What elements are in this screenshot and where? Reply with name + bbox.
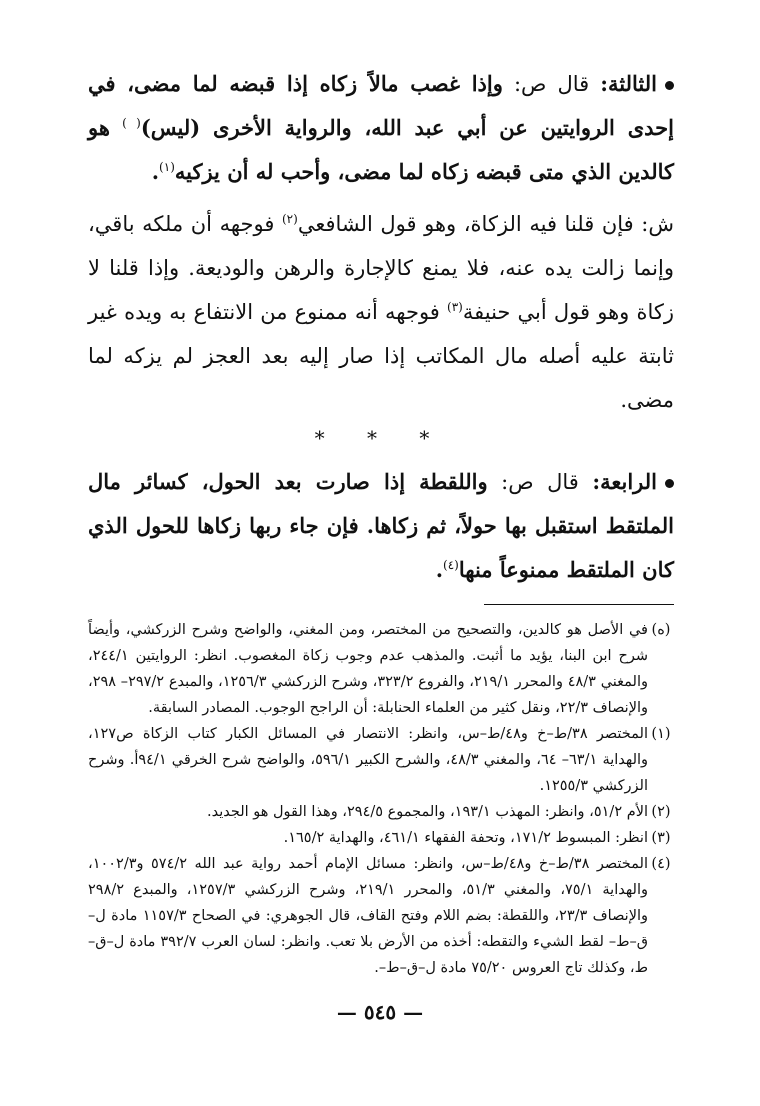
footnote-ref: (١) bbox=[159, 160, 175, 174]
footnote-item bbox=[88, 799, 674, 825]
footnote-number: (١) bbox=[651, 726, 671, 742]
footnote-text: في الأصل هو كالدين، والتصحيح من المختصر، ومن المغني، والواضح وشرح الزركشي، وأيضاً شرح ابن البنا، يؤيد ما أثبت. والمذهب عدم وجوب زكاة المغصوب. انظر: الروايتين ٢٤٤/١، والمغني ٤٨/٣ والمحرر ٢١٩/١، والفروع ٣٢٣/٢، وشرح الزركشي ١٢٥٦/٣، والمبدع ٢٩٧/٢– ٢٩٨، والإنصاف ٢٢/٣، ونقل كثير من العلماء الحنابلة: أن الراجح الوجوب. المصادر السابقة. bbox=[88, 622, 648, 716]
section-separator: * * * bbox=[314, 426, 448, 450]
footnote-text: انظر: المبسوط ١٧١/٢، وتحفة الفقهاء ٤٦١/١، والهداية ١٦٥/٢. bbox=[283, 830, 648, 846]
footnote-text: المختصر ٣٨/ط–خ و٤٨/ط–س، وانظر: الانتصار في المسائل الكبار كتاب الزكاة ص١٢٧، والهداية ٦٣/١– ٦٤، والمغني ٤٨/٣، والشرح الكبير ٥٩٦/١، والواضح شرح الخرقي ٩٤/١أ. وشرح الزركشي ١٢٥٥/٣. bbox=[88, 726, 649, 794]
issue-label: الرابعة: bbox=[592, 469, 657, 494]
footnote-ref: (٢) bbox=[281, 212, 298, 226]
footnote-ref: (٤) bbox=[443, 558, 459, 572]
commentary-text-end: فوجهه أنه ممنوع من الانتفاع به ويده غير ثابتة عليه أصله مال المكاتب إذا صار إليه بعد العجز لم يزكه لما مضى. bbox=[88, 300, 674, 412]
matn-text: واللقطة إذا صارت بعد الحول، كسائر مال الملتقط استقبل بها حولاً، ثم زكاها. فإن جاء ربها زكاها للحول الذي كان الملتقط ممنوعاً منها bbox=[88, 469, 674, 582]
commentary-text: ش: فإن قلنا فيه الزكاة، وهو قول الشافعي bbox=[297, 212, 674, 236]
page-number: — ٥٤٥ — bbox=[336, 1000, 424, 1024]
footnote-number: (٣) bbox=[651, 830, 671, 846]
paragraph-commentary bbox=[88, 202, 674, 422]
footnotes bbox=[88, 617, 674, 981]
page-body bbox=[88, 62, 674, 981]
footnote-text: المختصر ٣٨/ط–خ و٤٨/ط–س، وانظر: مسائل الإمام أحمد رواية عبد الله ٥٧٤/٢ و١٠٠٢/٣، والهداية ٧٥/١، والمغني ٥١/٣، والمحرر ٢١٩/١، وشرح الزركشي ١٢٥٧/٣، والمبدع ٢٩٨/٢ والإنصاف ٢٣/٣، واللقطة: بضم اللام وفتح القاف، قال الجوهري: في الصحاح ١١٥٧/٣ مادة ل–ق–ط– لقط الشيء والتقطه: أخذه من الأرض بلا تعب. وانظر: لسان العرب ٣٩٢/٧ مادة ل–ق–ط، وكذلك تاج العروس ٧٥/٢٠ مادة ل–ق–ط–. bbox=[88, 856, 648, 976]
footnote-item bbox=[88, 825, 674, 851]
footnote-number: (٤) bbox=[651, 856, 671, 872]
paragraph-fourth-issue bbox=[88, 460, 674, 592]
bullet-icon bbox=[665, 479, 674, 488]
footnote-divider bbox=[484, 604, 674, 605]
period: . bbox=[435, 557, 444, 582]
footnote-text: الأم ٥١/٢، وانظر: المهذب ١٩٣/١، والمجموع ٢٩٤/٥، وهذا القول هو الجديد. bbox=[206, 804, 648, 820]
footnote-item bbox=[88, 617, 674, 721]
footnote-item bbox=[88, 851, 674, 981]
issue-label: الثالثة: bbox=[600, 71, 657, 96]
qala-text: قال ص: bbox=[501, 470, 579, 494]
qala-text: قال ص: bbox=[513, 72, 590, 96]
footnote-ref: ( ) bbox=[122, 116, 141, 130]
bullet-icon bbox=[665, 81, 674, 90]
paragraph-third-issue bbox=[88, 62, 674, 194]
footnote-item bbox=[88, 721, 674, 799]
period: . bbox=[151, 159, 160, 184]
matn-text-continued: هو كالدين الذي متى قبضه زكاه لما مضى، وأحب له أن يزكيه bbox=[88, 115, 674, 184]
footnote-number: (ه) bbox=[651, 622, 671, 638]
footnote-ref: (٣) bbox=[447, 300, 463, 314]
footnote-number: (٢) bbox=[651, 804, 671, 820]
commentary-text-continued: فوجهه أن ملكه باقي، وإنما زالت يده عنه، فلا يمنع كالإجارة والرهن والوديعة. وإذا قلنا لا زكاة وهو قول أبي حنيفة bbox=[88, 212, 674, 324]
matn-text: وإذا غصب مالاً زكاه إذا قبضه لما مضى، في إحدى الروايتين عن أبي عبد الله، والرواية الأخرى (ليس) bbox=[88, 71, 674, 140]
